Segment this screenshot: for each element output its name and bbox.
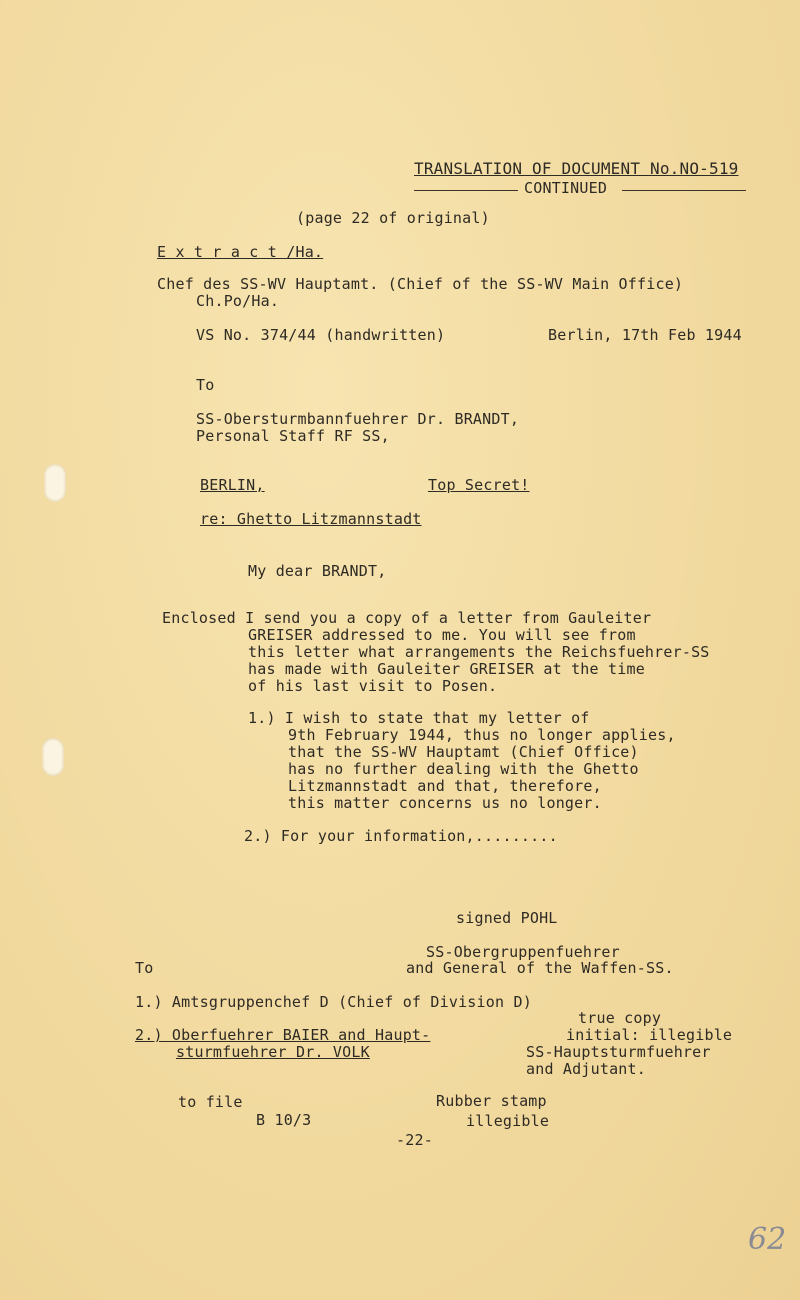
page-number: -22-: [396, 1131, 433, 1149]
punch-hole-top: [44, 464, 66, 502]
certification-line-3: SS-Hauptsturmfuehrer: [526, 1043, 711, 1061]
point-1-line-1: 1.) I wish to state that my letter of: [248, 709, 590, 727]
to-label: To: [196, 376, 215, 394]
punch-hole-bottom: [42, 738, 64, 776]
subject-line: re: Ghetto Litzmannstadt: [200, 510, 422, 528]
body-line-2: GREISER addressed to me. You will see from: [248, 626, 636, 644]
certification-line-1: true copy: [578, 1009, 662, 1027]
reference-number: VS No. 374/44 (handwritten): [196, 326, 446, 344]
point-1-line-5: Litzmannstadt and that, therefore,: [288, 777, 602, 795]
certification-line-4: and Adjutant.: [526, 1060, 646, 1078]
body-line-4: has made with Gauleiter GREISER at the time: [248, 660, 645, 678]
page-reference: (page 22 of original): [296, 209, 490, 227]
certification-line-2: initial: illegible: [566, 1026, 733, 1044]
addressee-line-1: SS-Obersturmbannfuehrer Dr. BRANDT,: [196, 410, 520, 428]
signature-signed: signed POHL: [456, 909, 558, 927]
continued-label: CONTINUED: [524, 179, 608, 197]
salutation: My dear BRANDT,: [248, 562, 387, 580]
distribution-item-2-line-2: sturmfuehrer Dr. VOLK: [176, 1043, 370, 1061]
rubber-stamp-label: Rubber stamp: [436, 1092, 547, 1110]
translation-header: TRANSLATION OF DOCUMENT No.NO-519: [414, 159, 739, 178]
signature-rank-2: and General of the Waffen-SS.: [406, 959, 674, 977]
signature-rank-1: SS-Obergruppenfuehrer: [426, 943, 620, 961]
sender-line-2: Ch.Po/Ha.: [196, 292, 280, 310]
point-2: 2.) For your information,.........: [244, 827, 558, 845]
distribution-to-label: To: [135, 959, 154, 977]
body-line-5: of his last visit to Posen.: [248, 677, 498, 695]
classification: Top Secret!: [428, 476, 530, 494]
rubber-stamp-status: illegible: [466, 1112, 550, 1130]
point-1-line-6: this matter concerns us no longer.: [288, 794, 602, 812]
extract-heading: E x t r a c t /Ha.: [157, 243, 324, 261]
body-line-1: Enclosed I send you a copy of a letter from Gauleiter: [162, 609, 652, 627]
letter-date: Berlin, 17th Feb 1944: [548, 326, 742, 344]
point-1-line-4: has no further dealing with the Ghetto: [288, 760, 639, 778]
addressee-line-2: Personal Staff RF SS,: [196, 427, 390, 445]
point-1-line-3: that the SS-WV Hauptamt (Chief Office): [288, 743, 639, 761]
point-1-line-2: 9th February 1944, thus no longer applies,: [288, 726, 676, 744]
distribution-item-2-line-1: 2.) Oberfuehrer BAIER and Haupt-: [135, 1026, 431, 1044]
header-rule-right: [622, 190, 746, 191]
header-rule-left: [414, 190, 518, 191]
distribution-item-1: 1.) Amtsgruppenchef D (Chief of Division D): [135, 993, 532, 1011]
handwritten-folio-number: 62: [748, 1222, 787, 1257]
body-line-3: this letter what arrangements the Reichsfuehrer-SS: [248, 643, 710, 661]
to-file-label: to file: [178, 1093, 243, 1111]
city: BERLIN,: [200, 476, 265, 494]
file-number: B 10/3: [256, 1111, 312, 1129]
sender-line-1: Chef des SS-WV Hauptamt. (Chief of the SS-WV Main Office): [157, 275, 684, 293]
